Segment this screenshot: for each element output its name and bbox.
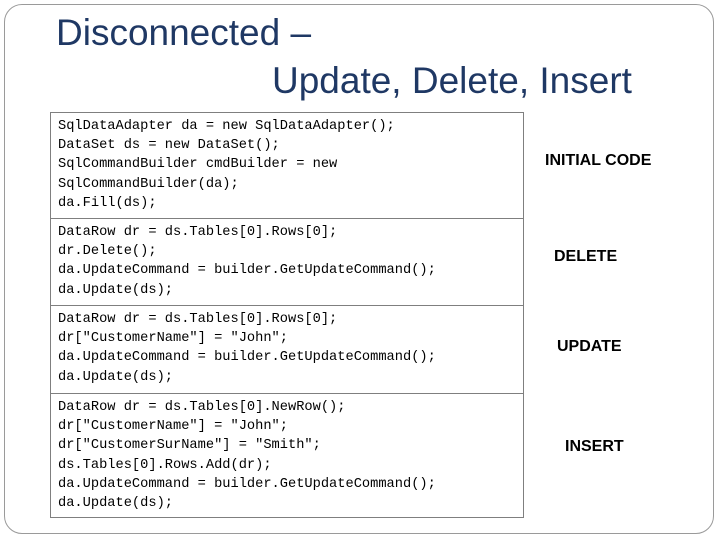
code-line: DataRow dr = ds.Tables[0].Rows[0];: [58, 225, 338, 240]
label-initial-code: INITIAL CODE: [545, 152, 652, 169]
code-line: DataSet ds = new DataSet();: [58, 138, 280, 154]
code-line: da.Update(ds);: [58, 282, 173, 298]
code-line: da.Update(ds);: [58, 369, 173, 385]
slide-title-line-1: Disconnected –: [56, 12, 312, 53]
code-line: DataRow dr = ds.Tables[0].Rows[0];: [58, 312, 338, 327]
code-line: SqlCommandBuilder(da);: [58, 176, 239, 192]
code-line: dr.Delete();: [58, 244, 157, 260]
code-line: dr["CustomerName"] = "John";: [58, 331, 288, 347]
code-box-delete: [50, 218, 524, 306]
code-line: da.UpdateCommand = builder.GetUpdateCommand();: [58, 476, 436, 492]
code-box-insert: [50, 393, 524, 518]
code-line: da.Fill(ds);: [58, 195, 157, 211]
label-insert: INSERT: [565, 438, 624, 455]
code-line: da.UpdateCommand = builder.GetUpdateCommand();: [58, 350, 436, 366]
code-line: da.UpdateCommand = builder.GetUpdateCommand();: [58, 263, 436, 279]
code-box-update: [50, 305, 524, 394]
code-line: SqlCommandBuilder cmdBuilder = new: [58, 157, 338, 173]
code-line: dr["CustomerSurName"] = "Smith";: [58, 438, 321, 454]
code-line: SqlDataAdapter da = new SqlDataAdapter();: [58, 119, 395, 134]
label-update: UPDATE: [557, 338, 622, 355]
code-line: DataRow dr = ds.Tables[0].NewRow();: [58, 400, 346, 415]
code-line: da.Update(ds);: [58, 496, 173, 512]
code-box-initial: [50, 112, 524, 219]
label-delete: DELETE: [554, 248, 618, 265]
code-line: ds.Tables[0].Rows.Add(dr);: [58, 457, 272, 473]
slide-title-line-2: Update, Delete, Insert: [272, 60, 632, 101]
code-line: dr["CustomerName"] = "John";: [58, 419, 288, 435]
